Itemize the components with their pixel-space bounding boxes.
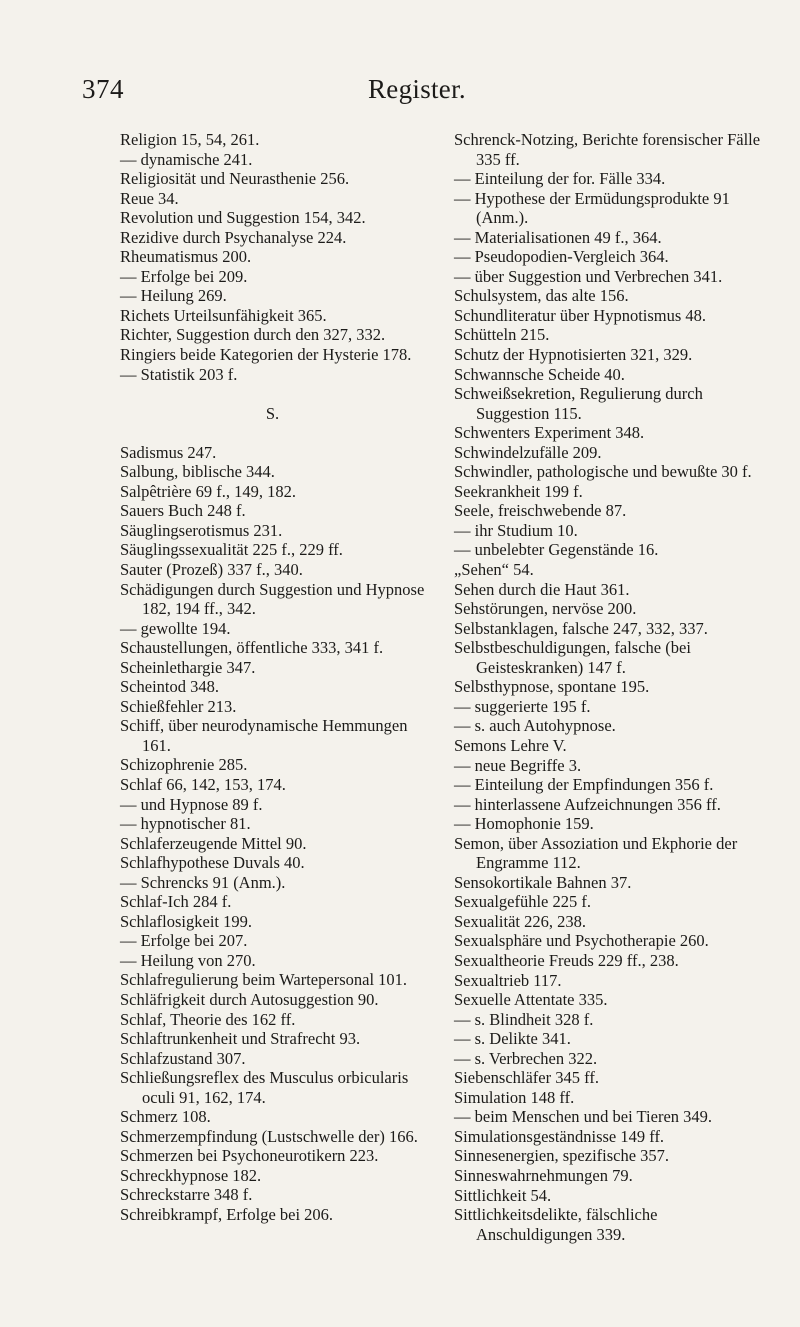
index-entry: — s. auch Autohypnose. bbox=[454, 716, 616, 736]
index-entry: Schundliteratur über Hypnotismus 48. bbox=[454, 305, 707, 325]
page-number: 374 bbox=[82, 74, 124, 104]
index-entry: Selbstanklagen, falsche 247, 332, 337. bbox=[454, 618, 708, 638]
index-entry: Sauter (Prozeß) 337 f., 340. bbox=[120, 559, 303, 579]
index-entry: Sadismus 247. bbox=[120, 442, 217, 462]
index-entry: — und Hypnose 89 f. bbox=[120, 794, 263, 814]
index-column-right bbox=[454, 130, 774, 1244]
index-entry: — Statistik 203 f. bbox=[120, 364, 238, 384]
index-entry: — Schrencks 91 (Anm.). bbox=[120, 872, 286, 892]
index-entry: Säuglingssexualität 225 f., 229 ff. bbox=[120, 540, 343, 560]
index-entry: Schmerzempfindung (Lustschwelle der) 166. bbox=[120, 1126, 418, 1146]
index-entry: Schädigungen durch Suggestion und Hypnose 182, 194 ff., 342. bbox=[120, 579, 425, 619]
index-entry: Sexualgefühle 225 f. bbox=[454, 892, 592, 912]
index-entry: Ringiers beide Kategorien der Hysterie 178. bbox=[120, 345, 412, 365]
index-entry: — beim Menschen und bei Tieren 349. bbox=[454, 1107, 713, 1127]
index-entry: Rezidive durch Psychanalyse 224. bbox=[120, 227, 347, 247]
index-entry: — ihr Studium 10. bbox=[454, 520, 578, 540]
index-entry: Schmerzen bei Psychoneurotikern 223. bbox=[120, 1146, 379, 1166]
index-entry: Schießfehler 213. bbox=[120, 696, 237, 716]
index-entry: Sensokortikale Bahnen 37. bbox=[454, 872, 632, 892]
index-entry: Richter, Suggestion durch den 327, 332. bbox=[120, 325, 386, 345]
index-entry: Schweißsekretion, Regulierung durch Suggestion 115. bbox=[454, 384, 703, 423]
index-entry: Schwindelzufälle 209. bbox=[454, 442, 602, 462]
index-entry: — neue Begriffe 3. bbox=[454, 755, 582, 775]
index-entry: „Sehen“ 54. bbox=[454, 560, 534, 580]
index-entry: Schulsystem, das alte 156. bbox=[454, 286, 629, 306]
index-entry: Schreibkrampf, Erfolge bei 206. bbox=[120, 1205, 334, 1225]
index-entry: Schwindler, pathologische und bewußte 30 f. bbox=[454, 462, 752, 482]
index-entry: — s. Delikte 341. bbox=[454, 1029, 571, 1049]
running-head: Register. bbox=[368, 74, 466, 104]
index-entry: Religion 15, 54, 261. bbox=[120, 130, 260, 149]
index-entry: Schreckstarre 348 f. bbox=[120, 1185, 253, 1205]
index-entry: Sexualtrieb 117. bbox=[454, 970, 562, 990]
index-entry: Selbstbeschuldigungen, falsche (bei Geisteskranken) 147 f. bbox=[454, 638, 691, 677]
index-entry: — Homophonie 159. bbox=[454, 814, 594, 834]
index-entry: Seele, freischwebende 87. bbox=[454, 501, 627, 521]
index-entry: Schlaftrunkenheit und Strafrecht 93. bbox=[120, 1029, 361, 1049]
index-entry: Schizophrenie 285. bbox=[120, 755, 248, 775]
index-entry: — s. Blindheit 328 f. bbox=[454, 1009, 594, 1029]
index-entry: Schwannsche Scheide 40. bbox=[454, 364, 625, 384]
index-entry: — unbelebter Gegenstände 16. bbox=[454, 540, 659, 560]
index-entry: Sinneswahrnehmungen 79. bbox=[454, 1165, 633, 1185]
index-entry: — hypnotischer 81. bbox=[120, 814, 251, 834]
index-entry: Schlafzustand 307. bbox=[120, 1048, 246, 1068]
index-entry: Sexualität 226, 238. bbox=[454, 911, 586, 931]
index-entry: Richets Urteilsunfähigkeit 365. bbox=[120, 305, 327, 325]
index-entry: — Erfolge bei 209. bbox=[120, 266, 248, 286]
index-entry: Schütteln 215. bbox=[454, 325, 550, 345]
index-entry: Schwenters Experiment 348. bbox=[454, 423, 645, 443]
index-entry: Rheumatismus 200. bbox=[120, 247, 252, 267]
index-group-s bbox=[120, 443, 425, 1225]
index-entry: Schutz der Hypnotisierten 321, 329. bbox=[454, 345, 693, 365]
index-entry: Schlaf, Theorie des 162 ff. bbox=[120, 1009, 296, 1029]
index-entry: Säuglingserotismus 231. bbox=[120, 520, 283, 540]
section-letter-s: S. bbox=[265, 403, 280, 423]
index-entry: Schlaferzeugende Mittel 90. bbox=[120, 833, 307, 853]
index-entry: Sexualtheorie Freuds 229 ff., 238. bbox=[454, 950, 679, 970]
index-entry: Reue 34. bbox=[120, 188, 179, 208]
index-entry: Semon, über Assoziation und Ekphorie der Engramme 112. bbox=[454, 833, 738, 873]
index-entry: — über Suggestion und Verbrechen 341. bbox=[454, 266, 723, 286]
index-entry: Sinnesenergien, spezifische 357. bbox=[454, 1146, 670, 1166]
index-entry: Schlaflosigkeit 199. bbox=[120, 911, 252, 931]
index-entry: Semons Lehre V. bbox=[454, 735, 567, 755]
index-group-r bbox=[120, 130, 425, 384]
index-entry: Salpêtrière 69 f., 149, 182. bbox=[120, 481, 296, 501]
index-column-left bbox=[120, 130, 425, 1225]
index-entry: Religiosität und Neurasthenie 256. bbox=[120, 169, 350, 189]
index-entry: Sexuelle Attentate 335. bbox=[454, 990, 608, 1010]
index-entry: Simulation 148 ff. bbox=[454, 1087, 575, 1107]
index-entry: — suggerierte 195 f. bbox=[454, 696, 591, 716]
index-entry: Schlaf-Ich 284 f. bbox=[120, 892, 232, 912]
index-entry: Selbsthypnose, spontane 195. bbox=[454, 677, 650, 697]
index-entry: Schrenck-Notzing, Berichte forensischer Fälle 335 ff. bbox=[454, 130, 761, 169]
index-entry: Schaustellungen, öffentliche 333, 341 f. bbox=[120, 638, 384, 658]
index-entry: — Heilung 269. bbox=[120, 286, 227, 306]
index-entry: Salbung, biblische 344. bbox=[120, 462, 275, 482]
index-entry: Schmerz 108. bbox=[120, 1107, 211, 1127]
index-entry: Schläfrigkeit durch Autosuggestion 90. bbox=[120, 990, 379, 1010]
index-entry: — Erfolge bei 207. bbox=[120, 931, 248, 951]
index-entry: Scheintod 348. bbox=[120, 677, 219, 697]
index-entry: — dynamische 241. bbox=[120, 149, 253, 169]
index-entry: Sehen durch die Haut 361. bbox=[454, 579, 630, 599]
index-entry: Sehstörungen, nervöse 200. bbox=[454, 599, 637, 619]
index-entry: Schlafhypothese Duvals 40. bbox=[120, 853, 305, 873]
index-entry: Sauers Buch 248 f. bbox=[120, 501, 246, 521]
index-entry: Schreckhypnose 182. bbox=[120, 1165, 262, 1185]
index-entry: Schlaf 66, 142, 153, 174. bbox=[120, 775, 286, 794]
index-entry: Schiff, über neurodynamische Hemmungen 161. bbox=[120, 716, 408, 755]
index-entry: Schlafregulierung beim Wartepersonal 101. bbox=[120, 970, 408, 990]
index-entry: — Materialisationen 49 f., 364. bbox=[454, 227, 662, 247]
index-entry: — gewollte 194. bbox=[120, 618, 231, 638]
index-entry: Sittlichkeitsdelikte, fälschliche Anschuldigungen 339. bbox=[454, 1205, 658, 1244]
index-entry: Sittlichkeit 54. bbox=[454, 1185, 552, 1205]
index-entry: Schließungsreflex des Musculus orbicularis oculi 91, 162, 174. bbox=[120, 1068, 409, 1107]
index-entry: — Heilung von 270. bbox=[120, 950, 256, 970]
index-entry: — Hypothese der Ermüdungsprodukte 91 (Anm.). bbox=[454, 188, 730, 228]
index-entry: — hinterlassene Aufzeichnungen 356 ff. bbox=[454, 794, 721, 814]
index-entry: Seekrankheit 199 f. bbox=[454, 481, 583, 501]
index-entry: Simulationsgeständnisse 149 ff. bbox=[454, 1126, 665, 1146]
index-entry: — s. Verbrechen 322. bbox=[454, 1048, 598, 1068]
index-entry: — Einteilung der Empfindungen 356 f. bbox=[454, 775, 714, 795]
index-entry: Revolution und Suggestion 154, 342. bbox=[120, 208, 366, 228]
index-entry: Scheinlethargie 347. bbox=[120, 657, 256, 677]
index-entry: — Einteilung der for. Fälle 334. bbox=[454, 169, 666, 189]
index-entry: — Pseudopodien-Vergleich 364. bbox=[454, 247, 669, 267]
index-entry: Siebenschläfer 345 ff. bbox=[454, 1068, 599, 1088]
index-entry: Sexualsphäre und Psychotherapie 260. bbox=[454, 931, 709, 951]
